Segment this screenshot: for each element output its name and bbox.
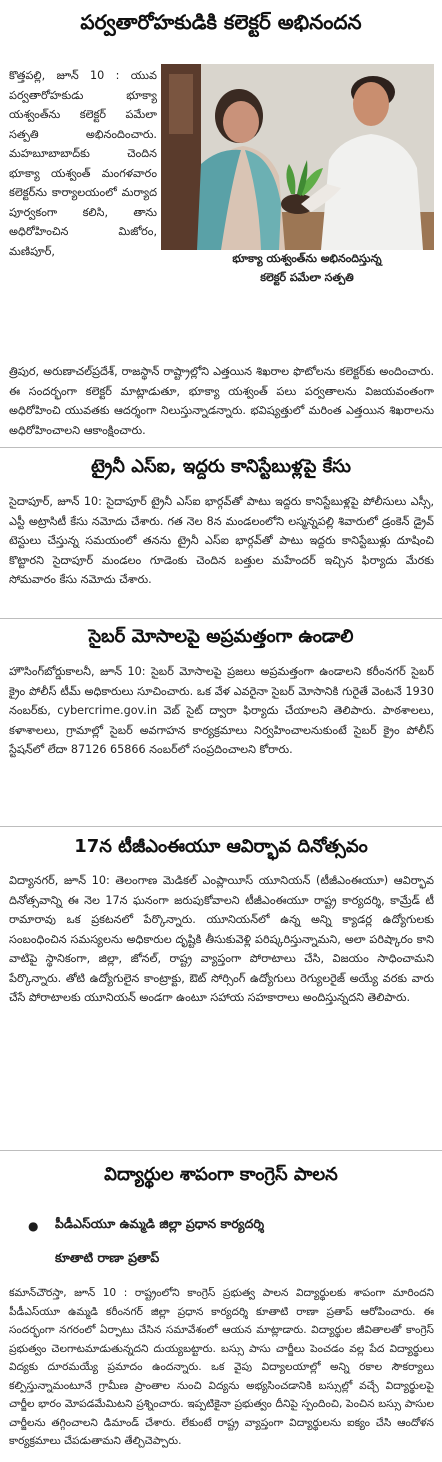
subline-rana-pratap: కూతాటి రాణా ప్రతాప్	[55, 1250, 160, 1265]
photo-caption-line-1: భూక్యా యశ్వంత్‌ను అభినందిస్తున్న	[232, 252, 382, 265]
headline-tgmeu-foundation-day: 17న టీజీఎంఈయూ ఆవిర్భావ దినోత్సవం	[74, 836, 368, 857]
article4-body: విద్యానగర్, జూన్ 10: తెలంగాణ మెడికల్ ఎంప్లాయీస్ యూనియన్ (టీజీఎంఈయూ) ఆవిర్భావ దినోత్సవాన్ని ఈ నెల 17న ఘనంగా జరుపుకోవాలని టీజీఎంఈయూ రాష్ట్ర కార్యదర్శి, కామ్రేడ్ టీ రామారావు ఒక ప్రకటనలో పేర్కొన్నారు. యూనియన్‌లో ఉన్న అన్ని క్యాడర్ల ఉద్యోగులకు సంబంధించిన సమస్యలను అధికారుల దృష్టికి తీసుకువెళ్లి పరిష్కరిస్తున్నామని, అలా పరిష్కారం కాని వాటిపై స్థానికంగా, జిల్లా, జోనల్, రాష్ట్ర వ్యాప్తంగా పోరాటాలు చేసి, విజయం సాధించామని పేర్కొన్నారు. తోటి ఉద్యోగులైన కాంట్రాక్టు, ఔట్ సోర్సింగ్ ఉద్యోగులు రెగ్యులరైజ్ అయ్యే వరకు వారు చేసే పోరాటాలకు యూనియన్ అండగా ఉంటూ సహాయ సహకారాలు అందిస్తున్నదని తెలిపారు.	[9, 874, 434, 1004]
photo-caption	[185, 249, 429, 287]
divider	[0, 447, 442, 448]
article3-body: హౌసింగ్‌బోర్డుకాలనీ, జూన్ 10: సైబర్ మోసాలపై ప్రజలు అప్రమత్తంగా ఉండాలని కరీంనగర్ సైబర్ క్రైం పోలీస్ టీమ్ అధికారులు సూచించారు. ఒక వేళ ఎవరైనా సైబర్ మోసానికి గురైతే వెంటనే 1930 నంబర్‌కు, cybercrime.gov.in వెబ్ సైట్ ద్వారా ఫిర్యాదు చేయాలని తెలిపారు. పాఠశాలలు, కళాశాలలు, గ్రామాల్లో సైబర్ అవగాహన కార్యక్రమాలు నిర్వహించాలనుకుంటే సైబర్ క్రైం పోలీస్ స్టేషన్‌లో లేదా 87126 65866 నంబర్‌లో సంప్రదించాలని కోరారు.	[9, 665, 434, 756]
divider	[0, 826, 442, 827]
divider	[0, 618, 442, 619]
article1-intro-column: కొత్తపల్లి, జూన్ 10 : యువ పర్వతారోహకుడు భూక్యా యశ్వంత్‌ను కలెక్టర్ పమేలా సత్పతి అభినందించారు. మహబూబాబాద్‌కు చెందిన భూక్యా యశ్వంత్ మంగళవారం కలెక్టర్‌ను కార్యాలయంలో మర్యాద పూర్వకంగా కలిసి, తాను అధిరోహించిన మిజోరం, మణిపూర్,	[9, 69, 157, 258]
felicitation-photo	[161, 64, 434, 250]
divider	[0, 1150, 442, 1151]
headline-collector-felicitation: పర్వతారోహకుడికి కలెక్టర్ అభినందన	[80, 10, 362, 34]
photo-caption-line-2: కలెక్టర్ పమేలా సత్పతి	[260, 271, 354, 284]
article2-body: సైదాపూర్, జూన్ 10: సైదాపూర్ ట్రైనీ ఎస్ఐ భార్గవ్‌తో పాటు ఇద్దరు కానిస్టేబుళ్లపై పోలీసులు ఎస్సీ, ఎస్టీ అట్రాసిటీ కేసు నమోదు చేశారు. గత నెల 8న మండలంలోని లస్మన్నపల్లి శివారులో డ్రంకెన్ డ్రైవ్ టెస్టులు చేస్తున్న సమయంలో తనను ట్రైనీ ఎస్ఐ భార్గవ్‌తో పాటు ఇద్దరు కానిస్టేబుళ్లు దూషించి కొట్టారని సైదాపూర్ మండలం గూడెంకు చెందిన బత్తుల మహేందర్ ఇచ్చిన ఫిర్యాదు మేరకు సోమవారం కేసు నమోదు చేశారు.	[9, 495, 434, 586]
subline-pdsu-secretary: పీడీఎస్‌యూ ఉమ్మడి జిల్లా ప్రధాన కార్యదర్శి	[55, 1216, 265, 1231]
article1-body: త్రిపుర, అరుణాచల్‌ప్రదేశ్, రాజస్థాన్ రాష్ట్రాల్లోని ఎత్తయిన శిఖరాల ఫొటోలను కలెక్టర్‌కు అందించారు. ఈ సందర్భంగా కలెక్టర్ మాట్లాడుతూ, భూక్యా యశ్వంత్ పలు పర్వతాలను విజయవంతంగా అధిరోహించి యువతకు ఆదర్శంగా నిలుస్తున్నాడన్నారు. భవిష్యత్తులో మరింత ఎత్తయిన శిఖరాలను అధిరోహించాలని ఆకాంక్షించారు.	[9, 365, 434, 437]
article5-body: కమాన్‌చౌరస్తా, జూన్ 10 : రాష్ట్రంలోని కాంగ్రెస్ ప్రభుత్వ పాలన విద్యార్థులకు శాపంగా మారిందని పీడీఎస్‌యూ ఉమ్మడి కరీంనగర్ జిల్లా ప్రధాన కార్యదర్శి కూతాటి రాణా ప్రతాప్ ఆరోపించారు. ఈ సందర్భంగా నగరంలో ఏర్పాటు చేసిన సమావేశంలో ఆయన మాట్లాడారు. విద్యార్థుల జీవితాలతో కాంగ్రెస్ ప్రభుత్వం చెలగాటమాడుతున్నదని దుయ్యబట్టారు. బస్సు పాసు చార్జీలు పెంచడం వల్ల పేద విద్యార్థులు విద్యకు దూరమయ్యే ప్రమాదం ఉందన్నారు. ఒక వైపు విద్యాలయాల్లో అన్ని రకాల సౌకర్యాలు కల్పిస్తున్నామంటూనే గ్రామీణ ప్రాంతాల నుంచి విద్యను అభ్యసించడానికి బస్సుల్లో వచ్చే విద్యార్థులపై చార్జీల భారం మోపడమేమిటని ప్రశ్నించారు. ఇప్పటికైనా ప్రభుత్వం దీనిపై స్పందించి, పెంచిన బస్సు పాసుల చార్జీలను తగ్గించాలని డిమాండ్ చేశారు. లేకుంటే రాష్ట్ర వ్యాప్తంగా విద్యార్థులను ఐక్యం చేసి ఆందోళన కార్యక్రమాలు చేపడుతామని తేల్చిచెప్పారు.	[9, 1287, 434, 1447]
headline-cyber-fraud: సైబర్ మోసాలపై అప్రమత్తంగా ఉండాలి	[88, 626, 354, 647]
bullet-icon: ●	[28, 1219, 39, 1233]
headline-congress-rule-curse: విద్యార్థుల శాపంగా కాంగ్రెస్ పాలన	[104, 1164, 338, 1185]
headline-trainee-si-case: ట్రైనీ ఎస్ఐ, ఇద్దరు కానిస్టేబుళ్లపై కేసు	[91, 456, 351, 477]
